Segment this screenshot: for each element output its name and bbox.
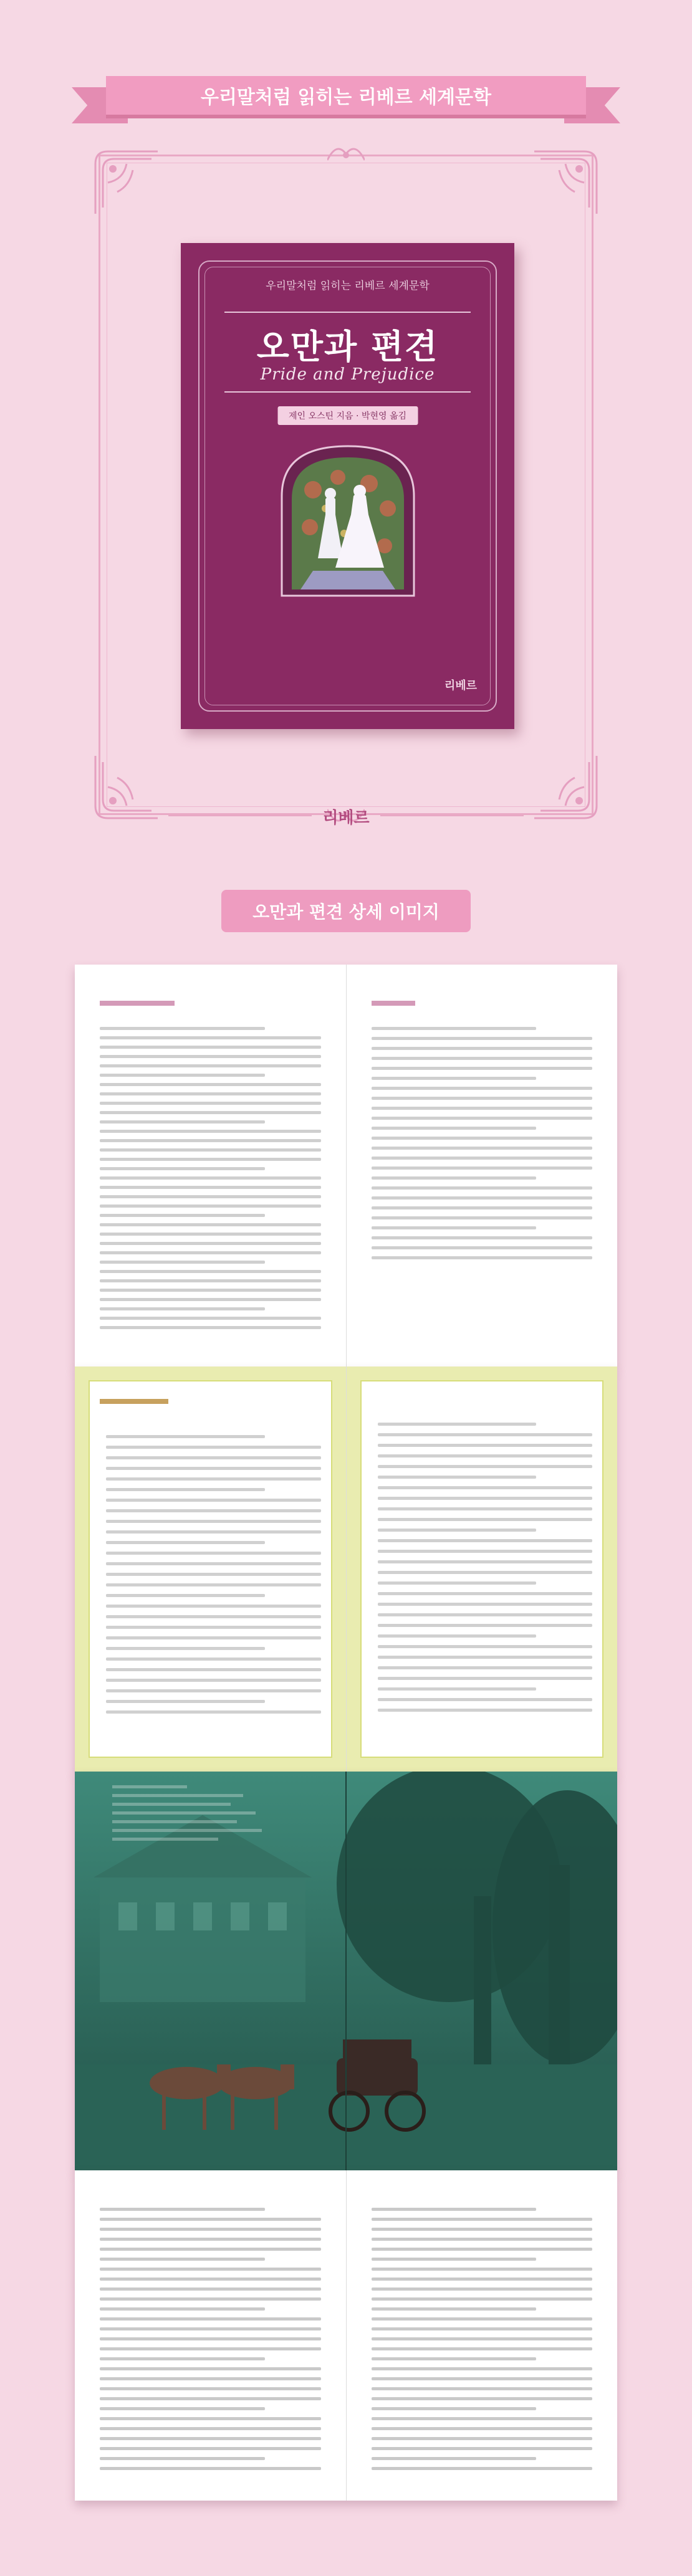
text-line xyxy=(100,2357,265,2360)
text-line xyxy=(100,1036,321,1039)
text-line xyxy=(100,1167,265,1170)
text-line xyxy=(378,1571,592,1574)
text-line xyxy=(372,2268,592,2271)
text-line xyxy=(372,2347,592,2350)
text-line xyxy=(372,1107,592,1110)
text-line xyxy=(378,1507,592,1510)
text-line xyxy=(372,2317,592,2321)
text-line xyxy=(100,2397,321,2400)
text-line xyxy=(372,1256,592,1259)
text-line xyxy=(372,2437,592,2440)
book-series: 우리말처럼 읽히는 리베르 세계문학 xyxy=(266,280,430,292)
text-line xyxy=(372,1037,592,1040)
text-line xyxy=(372,1176,536,1180)
text-line xyxy=(372,2248,592,2251)
text-line xyxy=(106,1626,321,1629)
text-line xyxy=(378,1454,592,1457)
text-line xyxy=(372,1196,592,1200)
banner-title: 우리말처럼 읽히는 리베르 세계문학 xyxy=(106,76,586,115)
text-line xyxy=(106,1573,321,1576)
text-line xyxy=(372,2228,592,2231)
text-line xyxy=(100,1158,321,1161)
text-line xyxy=(100,1130,321,1133)
text-line xyxy=(100,2297,321,2301)
text-line xyxy=(106,1679,321,1682)
text-line xyxy=(100,2317,321,2321)
text-line xyxy=(372,1127,536,1130)
text-line xyxy=(372,2357,536,2360)
text-line xyxy=(106,1583,321,1586)
text-line xyxy=(372,1226,536,1229)
text-line xyxy=(106,1658,321,1661)
text-line xyxy=(100,2208,265,2211)
text-line xyxy=(106,1541,265,1544)
text-line xyxy=(372,2327,592,2330)
text-line xyxy=(100,2327,321,2330)
text-line xyxy=(100,1326,321,1329)
text-line xyxy=(106,1700,265,1703)
text-line xyxy=(100,1027,265,1030)
text-line xyxy=(100,2347,321,2350)
text-line xyxy=(106,1456,321,1459)
text-line xyxy=(100,1102,321,1105)
book-english-title: Pride and Prejudice xyxy=(260,365,435,384)
text-line xyxy=(378,1592,592,1595)
text-line xyxy=(378,1497,592,1500)
text-line xyxy=(106,1647,265,1650)
text-line xyxy=(100,1307,265,1310)
text-line xyxy=(378,1550,592,1553)
text-line xyxy=(372,1137,592,1140)
text-line xyxy=(372,1057,592,1060)
text-line xyxy=(372,2367,592,2370)
text-line xyxy=(378,1581,536,1585)
text-line xyxy=(100,2278,321,2281)
text-line xyxy=(372,1087,592,1090)
text-line xyxy=(372,2307,536,2311)
text-line xyxy=(100,2268,321,2271)
text-line xyxy=(106,1562,321,1565)
text-line xyxy=(372,2208,536,2211)
carriage-illustration xyxy=(75,1772,617,2170)
chapter-heading xyxy=(100,1001,175,1006)
text-line xyxy=(372,1216,592,1219)
text-line xyxy=(106,1594,265,1597)
book-page xyxy=(346,2170,617,2501)
text-line xyxy=(106,1552,321,1555)
text-line xyxy=(378,1465,592,1468)
text-line xyxy=(100,2467,321,2470)
text-line xyxy=(100,2238,321,2241)
book-author: 제인 오스틴 지음 · 박현영 옮김 xyxy=(277,406,418,425)
text-line xyxy=(100,1055,321,1058)
text-line xyxy=(100,2427,321,2430)
text-line xyxy=(372,2238,592,2241)
book-title-box xyxy=(224,312,471,393)
text-line xyxy=(378,1687,536,1691)
text-line xyxy=(106,1520,321,1523)
text-line xyxy=(372,2417,592,2420)
frame-top-ornament xyxy=(327,141,365,166)
text-line xyxy=(372,2287,592,2291)
text-line xyxy=(378,1518,592,1521)
text-line xyxy=(100,2377,321,2380)
text-line xyxy=(378,1645,592,1648)
detail-page-spread xyxy=(75,965,617,1367)
text-line xyxy=(100,2218,321,2221)
book-page xyxy=(346,1367,617,1772)
text-line xyxy=(372,1246,592,1249)
text-line xyxy=(372,1157,592,1160)
text-line xyxy=(372,2278,592,2281)
text-line xyxy=(372,1206,592,1209)
text-line xyxy=(378,1603,592,1606)
section-title: 오만과 편견 상세 이미지 xyxy=(221,890,471,932)
text-line xyxy=(106,1477,321,1481)
text-line xyxy=(100,1279,321,1282)
detail-page-spread xyxy=(75,2170,617,2501)
text-line xyxy=(100,1242,321,1245)
text-line xyxy=(106,1636,321,1639)
detail-page-spread xyxy=(75,1367,617,1772)
text-line xyxy=(372,2297,592,2301)
text-line xyxy=(100,2407,265,2410)
text-line xyxy=(372,1117,592,1120)
text-line xyxy=(372,2407,536,2410)
text-line xyxy=(100,1223,321,1226)
text-line xyxy=(378,1613,592,1616)
text-line xyxy=(106,1710,321,1714)
text-line xyxy=(100,2248,321,2251)
text-line xyxy=(100,1148,321,1152)
text-line xyxy=(100,2437,321,2440)
text-line xyxy=(372,1047,592,1050)
text-line xyxy=(378,1476,536,1479)
text-line xyxy=(106,1435,265,1438)
text-line xyxy=(372,1186,592,1190)
chapter-heading xyxy=(372,1001,415,1006)
text-line xyxy=(100,1214,265,1217)
text-line xyxy=(372,2387,592,2390)
text-line xyxy=(106,1499,321,1502)
text-line xyxy=(100,1186,321,1189)
text-line xyxy=(372,2258,536,2261)
text-line xyxy=(100,1289,321,1292)
text-line xyxy=(106,1488,265,1491)
text-line xyxy=(378,1709,592,1712)
text-line xyxy=(100,1176,321,1180)
illustration-spread xyxy=(75,1772,617,2170)
text-line xyxy=(378,1486,592,1489)
text-line xyxy=(100,1120,265,1123)
text-line xyxy=(100,2228,321,2231)
frame-corner-ornament xyxy=(89,145,164,220)
text-line xyxy=(106,1530,321,1534)
text-line xyxy=(100,2387,321,2390)
text-line xyxy=(372,1077,536,1080)
text-line xyxy=(100,2417,321,2420)
text-line xyxy=(100,1233,321,1236)
text-line xyxy=(372,2337,592,2340)
text-line xyxy=(378,1698,592,1701)
text-line xyxy=(100,1251,321,1254)
text-line xyxy=(100,1083,321,1086)
brand-logo: 리베르 xyxy=(322,809,370,828)
text-line xyxy=(106,1467,321,1470)
text-line xyxy=(378,1666,592,1669)
text-line xyxy=(100,1074,265,1077)
text-line xyxy=(100,2367,321,2370)
text-line xyxy=(372,1067,592,1070)
text-line xyxy=(106,1605,321,1608)
text-line xyxy=(106,1446,321,1449)
book-page xyxy=(346,965,617,1367)
text-line xyxy=(372,1097,592,1100)
text-line xyxy=(378,1529,536,1532)
text-line xyxy=(372,2467,592,2470)
book-page xyxy=(75,2170,346,2501)
cover-illustration xyxy=(276,440,420,602)
text-line xyxy=(372,2457,536,2460)
text-line xyxy=(100,1064,321,1067)
text-line xyxy=(372,1236,592,1239)
book-page xyxy=(75,965,346,1367)
text-line xyxy=(100,1139,321,1142)
book-cover xyxy=(181,243,514,729)
text-line xyxy=(378,1656,592,1659)
text-line xyxy=(100,2447,321,2450)
text-line xyxy=(100,2307,265,2311)
text-line xyxy=(378,1677,592,1680)
text-line xyxy=(100,1111,321,1114)
publisher-logo: 리베르 xyxy=(444,679,477,692)
text-line xyxy=(372,1147,592,1150)
text-line xyxy=(372,1166,592,1170)
text-line xyxy=(378,1624,592,1627)
text-line xyxy=(378,1634,536,1638)
text-line xyxy=(100,2337,321,2340)
text-line xyxy=(100,1298,321,1301)
text-line xyxy=(100,1046,321,1049)
text-line xyxy=(100,1270,321,1273)
text-line xyxy=(100,2457,265,2460)
text-line xyxy=(372,1027,536,1030)
text-line xyxy=(100,1205,321,1208)
text-line xyxy=(378,1560,592,1563)
text-line xyxy=(106,1615,321,1618)
text-line xyxy=(100,1317,321,1320)
text-line xyxy=(378,1539,592,1542)
chapter-heading xyxy=(100,1399,168,1404)
text-line xyxy=(372,2427,592,2430)
book-title: 오만과 편견 xyxy=(256,327,439,366)
text-line xyxy=(372,2218,592,2221)
title-ribbon xyxy=(72,74,620,123)
text-line xyxy=(372,2397,592,2400)
text-line xyxy=(372,2377,592,2380)
text-line xyxy=(100,2258,265,2261)
book-page xyxy=(75,1367,346,1772)
text-line xyxy=(106,1509,321,1512)
text-line xyxy=(372,2447,592,2450)
text-line xyxy=(106,1689,321,1692)
text-line xyxy=(100,1195,321,1198)
text-line xyxy=(378,1423,536,1426)
text-line xyxy=(100,1261,265,1264)
frame-corner-ornament xyxy=(528,145,603,220)
text-line xyxy=(106,1668,321,1671)
text-line xyxy=(100,1092,321,1095)
text-line xyxy=(100,2287,321,2291)
text-line xyxy=(378,1444,592,1447)
text-line xyxy=(378,1433,592,1436)
